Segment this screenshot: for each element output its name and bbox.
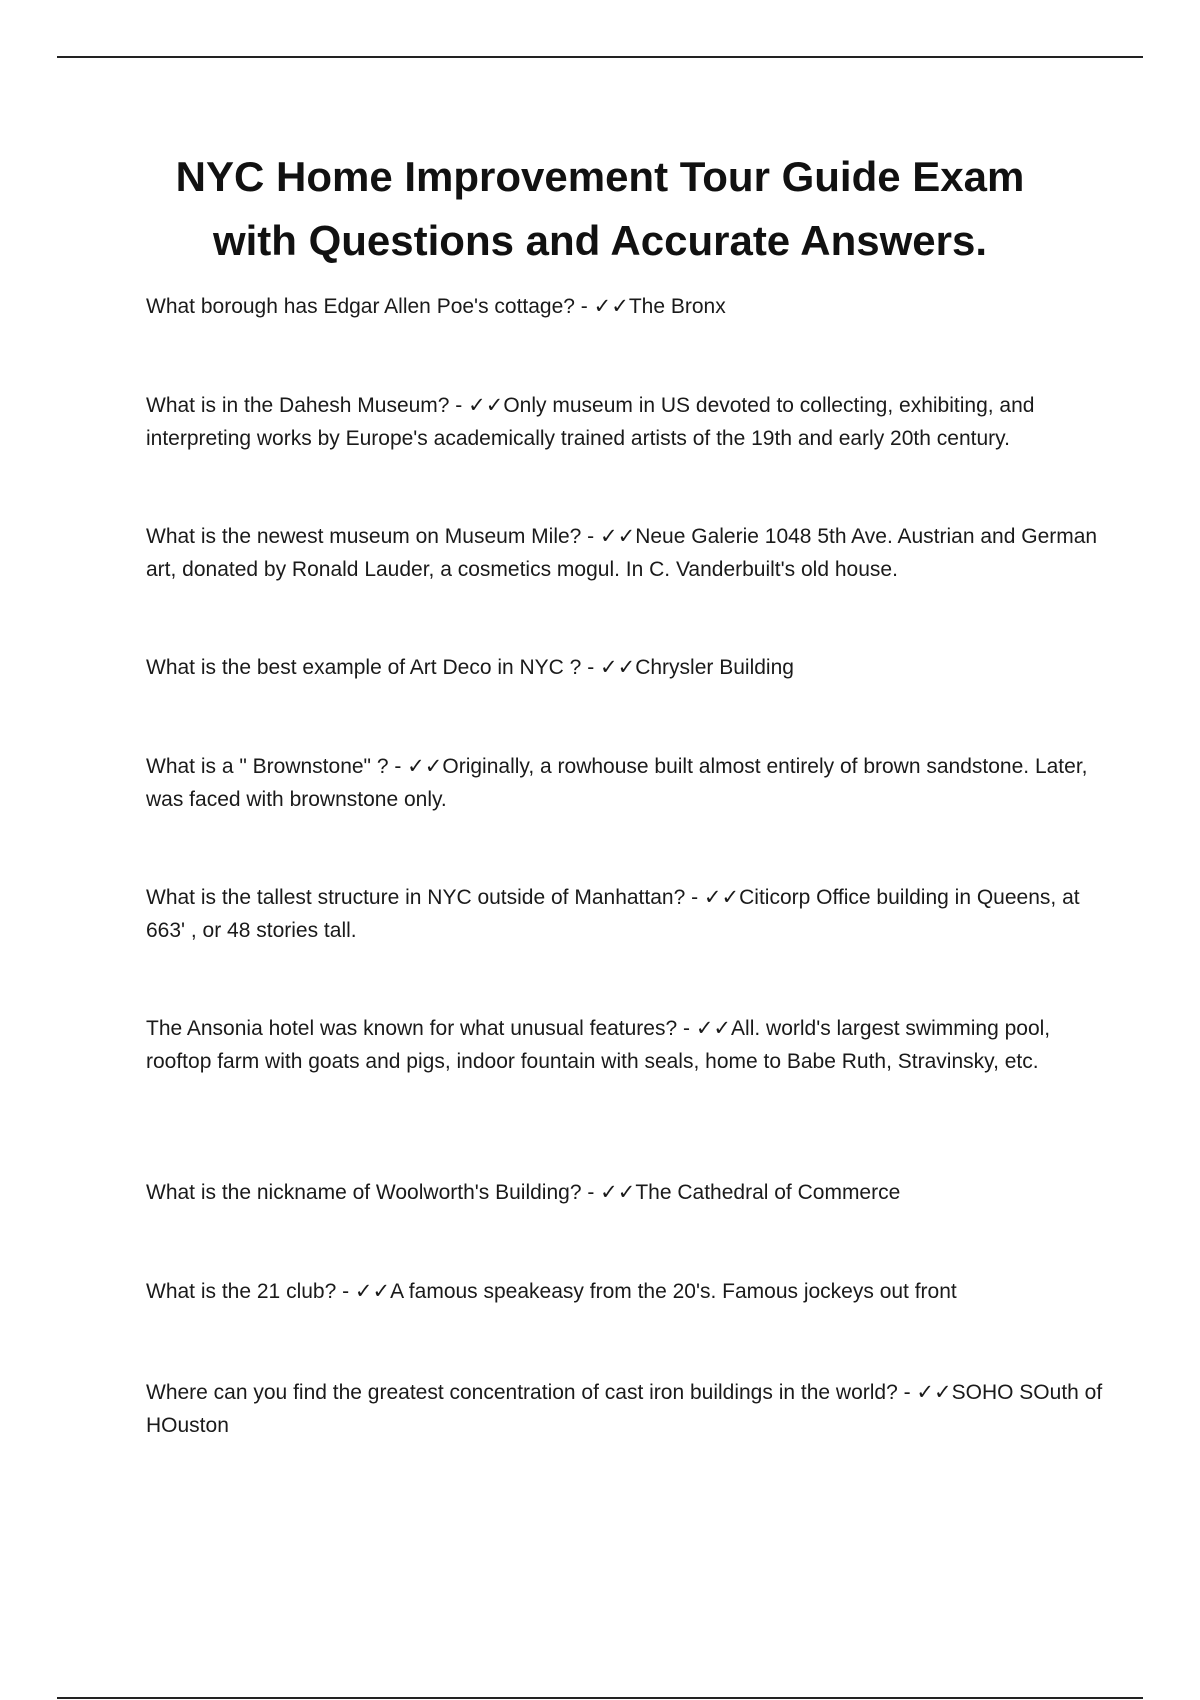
top-divider (57, 56, 1143, 58)
qa-item-cast-iron-buildings: Where can you find the greatest concentration of cast iron buildings in the world? - ✓✓SOHO SOuth of HOuston (146, 1381, 1103, 1437)
qa-item-museum-mile: What is the newest museum on Museum Mile? - ✓✓Neue Galerie 1048 5th Ave. Austrian and German art, donated by Ronald Lauder, a cosmetics mogul. In C. Vanderbuilt's old house. (146, 525, 1098, 581)
qa-item-ansonia-hotel: The Ansonia hotel was known for what unusual features? - ✓✓All. world's largest swimming pool, rooftop farm with goats and pigs, indoor fountain with seals, home to Babe Ruth, Stravinsky, etc. (146, 1017, 1051, 1073)
qa-item-brownstone: What is a " Brownstone" ? - ✓✓Originally, a rowhouse built almost entirely of brown sandstone. Later, was faced with brownstone only. (146, 755, 1088, 811)
qa-item-dahesh-museum: What is in the Dahesh Museum? - ✓✓Only museum in US devoted to collecting, exhibiting, and interpreting works by Europe's academically trained artists of the 19th and early 20th century. (146, 394, 1035, 450)
qa-item-tallest-structure: What is the tallest structure in NYC outside of Manhattan? - ✓✓Citicorp Office building in Queens, at 663' , or 48 stories tall. (146, 886, 1080, 942)
qa-item-edgar-allen-poe: What borough has Edgar Allen Poe's cottage? - ✓✓The Bronx (146, 295, 726, 318)
qa-item-art-deco: What is the best example of Art Deco in NYC ? - ✓✓Chrysler Building (146, 656, 794, 679)
qa-item-21-club: What is the 21 club? - ✓✓A famous speakeasy from the 20's. Famous jockeys out front (146, 1280, 957, 1303)
document-title (100, 145, 1100, 273)
document-title-line-2: with Questions and Accurate Answers. (212, 217, 988, 264)
document-title-line-1: NYC Home Improvement Tour Guide Exam (175, 153, 1025, 200)
bottom-divider (57, 1697, 1143, 1699)
qa-item-woolworth-building: What is the nickname of Woolworth's Building? - ✓✓The Cathedral of Commerce (146, 1181, 901, 1204)
